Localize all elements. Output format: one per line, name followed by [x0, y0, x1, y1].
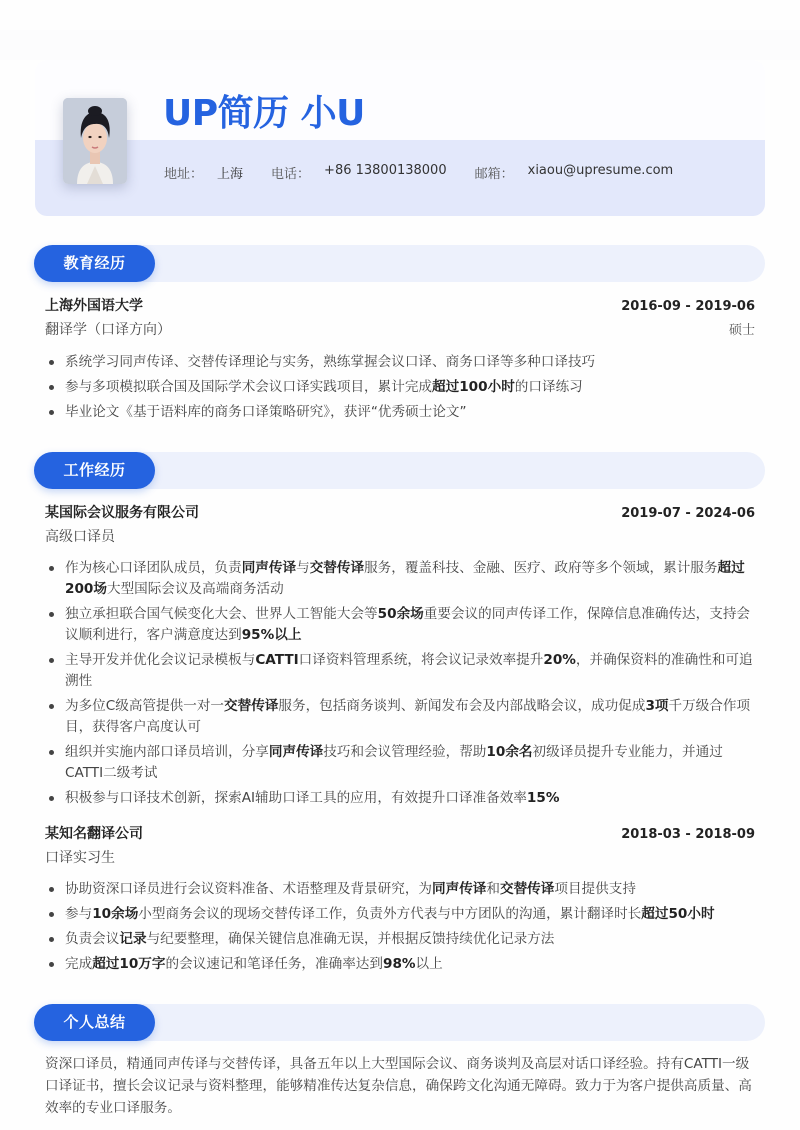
bullet-text: 服务，覆盖科技、金融、医疗、政府等多个领域，累计服务 [364, 560, 718, 576]
bullet-item [45, 954, 760, 975]
degree: 硕士 [728, 323, 755, 338]
bullet-text: 和 [486, 881, 500, 897]
email-label: 邮箱： [474, 167, 514, 182]
contact-info [164, 163, 701, 182]
bullet-item [45, 879, 760, 900]
education-bullets [45, 352, 760, 427]
job-date: 2019-07 - 2024-06 [621, 506, 755, 521]
job-bullets [45, 879, 760, 979]
highlight-text: 交替传译 [224, 698, 279, 714]
summary-text: 资深口译员，精通同声传译与交替传译，具备五年以上大型国际会议、商务谈判及高层对话口译经验。持有CATTI一级口译证书，擅长会议记录与资料整理，能够精准传达复杂信息，确保跨文化沟通无障碍。致力于为客户提供高质量、高效率的专业口译服务。 [45, 1056, 752, 1116]
education-entry [45, 295, 755, 342]
top-band [0, 30, 800, 60]
major: 翻译学（口译方向） [45, 322, 171, 338]
portrait-icon [63, 98, 127, 184]
job-row [45, 502, 755, 525]
contact-address [164, 163, 243, 182]
highlight-text: 超过50小时 [641, 906, 715, 922]
highlight-text: 20% [543, 652, 576, 668]
section-title: 工作经历 [34, 452, 155, 489]
bullet-item [45, 696, 760, 738]
bullet-item [45, 742, 760, 784]
education-date: 2016-09 - 2019-06 [621, 299, 755, 314]
email-value: xiaou@upresume.com [527, 163, 674, 178]
bullet-item [45, 650, 760, 692]
highlight-text: CATTI [255, 652, 299, 668]
job-row [45, 823, 755, 846]
bullet-text: 协助资深口译员进行会议资料准备、术语整理及背景研究，为 [65, 881, 433, 897]
bullet-text: 参与 [65, 906, 93, 922]
bullet-text: 作为核心口译团队成员，负责 [65, 560, 242, 576]
bullet-item [45, 377, 760, 398]
company-name: 某国际会议服务有限公司 [45, 505, 199, 521]
highlight-text: 交替传译 [309, 560, 365, 576]
job-role: 口译实习生 [45, 850, 115, 866]
bullet-text: 毕业论文《基于语料库的商务口译策略研究》，获评“优秀硕士论文” [65, 404, 467, 420]
bullet-text: ，并确保资料的准确性和可追溯性 [65, 652, 753, 689]
highlight-text: 同声传译 [268, 744, 324, 760]
bullet-text: 小型商务会议的现场交替传译工作，负责外方代表与中方团队的沟通，累计翻译时长 [138, 906, 642, 922]
avatar [63, 98, 127, 184]
highlight-text: 10余场 [92, 906, 139, 922]
address-label: 地址： [164, 167, 204, 182]
highlight-text: 15% [526, 790, 560, 806]
bullet-text: 服务，包括商务谈判、新闻发布会及内部战略会议，成功促成 [278, 698, 646, 714]
bullet-text: 初级译员提升专业能力，并通过CATTI二级考试 [65, 744, 723, 781]
highlight-text: 同声传译 [432, 881, 487, 897]
job-role: 高级口译员 [45, 529, 115, 545]
highlight-text: 交替传译 [500, 881, 555, 897]
bullet-text: 负责会议 [65, 931, 120, 947]
bullet-item [45, 904, 760, 925]
bullet-text: 的口译练习 [514, 379, 583, 395]
highlight-text: 10余名 [486, 744, 533, 760]
bullet-text: 完成 [65, 956, 93, 972]
bullet-item [45, 604, 760, 646]
bullet-item [45, 558, 760, 600]
bullet-text: 千万级合作项目，获得客户高度认可 [65, 698, 751, 735]
bullet-text: 主导开发并优化会议记录模板与 [65, 652, 256, 668]
bullet-text: 系统学习同声传译、交替传译理论与实务，熟练掌握会议口译、商务口译等多种口译技巧 [65, 354, 596, 370]
bullet-item [45, 352, 760, 373]
phone-value: +86 13800138000 [324, 163, 447, 178]
highlight-text: 超过200场 [65, 560, 745, 597]
job-bullets [45, 558, 760, 813]
highlight-text: 记录 [119, 931, 147, 947]
job-entry [45, 823, 755, 870]
resume-header [35, 60, 765, 216]
school-name: 上海外国语大学 [45, 298, 143, 314]
bullet-item [45, 788, 760, 809]
bullet-text: 与 [296, 560, 310, 576]
contact-email [475, 163, 674, 182]
highlight-text: 98% [382, 956, 416, 972]
job-date: 2018-03 - 2018-09 [621, 827, 755, 842]
bullet-text: 的会议速记和笔译任务，准确率达到 [165, 956, 383, 972]
section-work-header [34, 452, 765, 489]
bullet-text: 积极参与口译技术创新，探索AI辅助口译工具的应用，有效提升口译准备效率 [65, 790, 527, 806]
bullet-text: 技巧和会议管理经验，帮助 [323, 744, 487, 760]
highlight-text: 50余场 [377, 606, 424, 622]
section-summary-header [34, 1004, 765, 1041]
address-value: 上海 [217, 167, 244, 182]
header-top [35, 60, 765, 140]
section-education-header [34, 245, 765, 282]
section-title: 个人总结 [34, 1004, 155, 1041]
bullet-item [45, 929, 760, 950]
phone-label: 电话： [271, 167, 311, 182]
education-row [45, 295, 755, 318]
bullet-text: 独立承担联合国气候变化大会、世界人工智能大会等 [65, 606, 378, 622]
highlight-text: 95%以上 [241, 627, 302, 643]
bullet-text: 参与多项模拟联合国及国际学术会议口译实践项目，累计完成 [65, 379, 433, 395]
bullet-text: 为多位C级高管提供一对一 [65, 698, 225, 714]
candidate-name: UP简历 小U [163, 93, 365, 134]
education-row-2 [45, 318, 755, 342]
highlight-text: 3项 [645, 698, 669, 714]
highlight-text: 同声传译 [241, 560, 297, 576]
bullet-item [45, 402, 760, 423]
highlight-text: 超过100小时 [432, 379, 515, 395]
bullet-text: 大型国际会议及高端商务活动 [106, 581, 284, 597]
highlight-text: 超过10万字 [92, 956, 166, 972]
section-title: 教育经历 [34, 245, 155, 282]
company-name: 某知名翻译公司 [45, 826, 143, 842]
job-entry [45, 502, 755, 549]
bullet-text: 以上 [415, 956, 443, 972]
bullet-text: 重要会议的同声传译工作，保障信息准确传达，支持会议顺利进行，客户满意度达到 [65, 606, 751, 643]
bullet-text: 口译资料管理系统，将会议记录效率提升 [298, 652, 544, 668]
contact-phone [271, 163, 447, 182]
bullet-text: 与纪要整理，确保关键信息准确无误，并根据反馈持续优化记录方法 [146, 931, 555, 947]
bullet-text: 项目提供支持 [554, 881, 636, 897]
bullet-text: 组织并实施内部口译员培训，分享 [65, 744, 269, 760]
